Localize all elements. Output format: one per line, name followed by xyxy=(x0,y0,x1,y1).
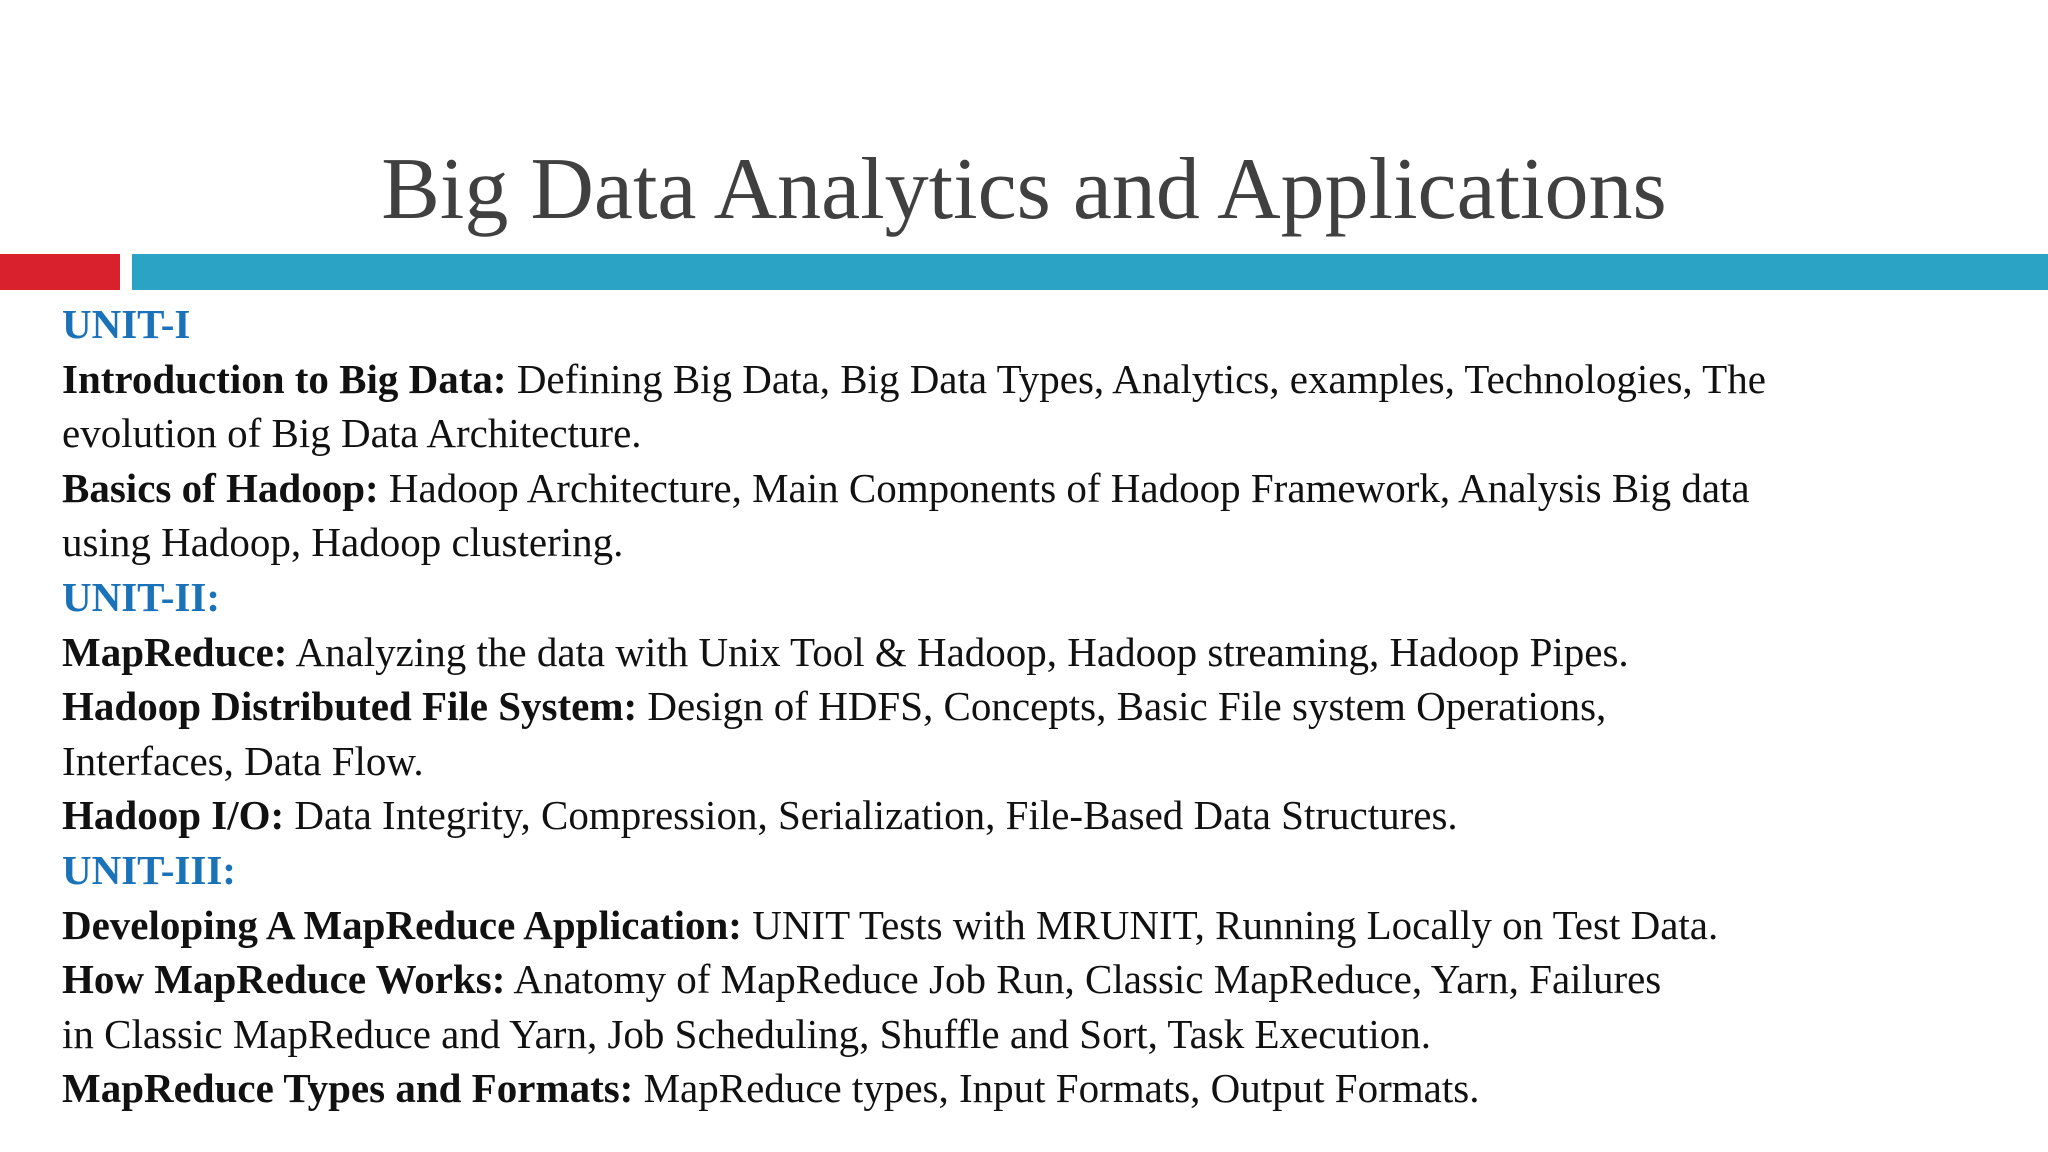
topic-heading: Introduction to Big Data: xyxy=(62,355,507,402)
topic-text: Defining Big Data, Big Data Types, Analytics, examples, Technologies, The xyxy=(506,355,1766,402)
topic-text: Anatomy of MapReduce Job Run, Classic MapReduce, Yarn, Failures xyxy=(505,956,1662,1003)
topic-heading: MapReduce Types and Formats: xyxy=(62,1065,634,1112)
topic-heading: Developing A MapReduce Application: xyxy=(62,901,742,948)
topic-hdfs-cont: Interfaces, Data Flow. xyxy=(62,737,424,784)
topic-developing-mapreduce xyxy=(62,898,2022,953)
topic-hdfs xyxy=(62,679,2022,734)
topic-basics-hadoop xyxy=(62,461,2022,516)
topic-text: Analyzing the data with Unix Tool & Hadoop, Hadoop streaming, Hadoop Pipes. xyxy=(287,628,1629,675)
topic-intro-big-data xyxy=(62,352,2022,407)
topic-how-mapreduce-works-cont: in Classic MapReduce and Yarn, Job Scheduling, Shuffle and Sort, Task Execution. xyxy=(62,1010,1431,1057)
topic-heading: Basics of Hadoop: xyxy=(62,464,379,511)
topic-mapreduce xyxy=(62,625,2022,680)
title-accent-bar-blue xyxy=(132,254,2048,290)
unit-2-heading: UNIT-II: xyxy=(62,573,220,620)
syllabus-content xyxy=(62,297,2022,1116)
topic-hadoop-io xyxy=(62,788,2022,843)
topic-text: UNIT Tests with MRUNIT, Running Locally on Test Data. xyxy=(741,901,1719,948)
slide-title: Big Data Analytics and Applications xyxy=(381,141,1667,238)
topic-mapreduce-types xyxy=(62,1061,2022,1116)
unit-1-heading: UNIT-I xyxy=(62,301,191,347)
topic-heading: How MapReduce Works: xyxy=(62,956,506,1003)
topic-heading: MapReduce: xyxy=(62,628,288,675)
topic-heading: Hadoop I/O: xyxy=(62,792,285,839)
topic-text: Design of HDFS, Concepts, Basic File system Operations, xyxy=(637,683,1607,730)
topic-text: Hadoop Architecture, Main Components of Hadoop Framework, Analysis Big data xyxy=(378,464,1750,511)
topic-how-mapreduce-works xyxy=(62,952,2022,1007)
topic-intro-big-data-cont: evolution of Big Data Architecture. xyxy=(62,410,642,457)
title-accent-bar-red xyxy=(0,254,120,290)
topic-basics-hadoop-cont: using Hadoop, Hadoop clustering. xyxy=(62,519,624,566)
unit-3-heading: UNIT-III: xyxy=(62,846,236,893)
topic-text: MapReduce types, Input Formats, Output Formats. xyxy=(633,1065,1480,1112)
topic-heading: Hadoop Distributed File System: xyxy=(62,683,638,730)
topic-text: Data Integrity, Compression, Serialization, File-Based Data Structures. xyxy=(284,792,1458,839)
